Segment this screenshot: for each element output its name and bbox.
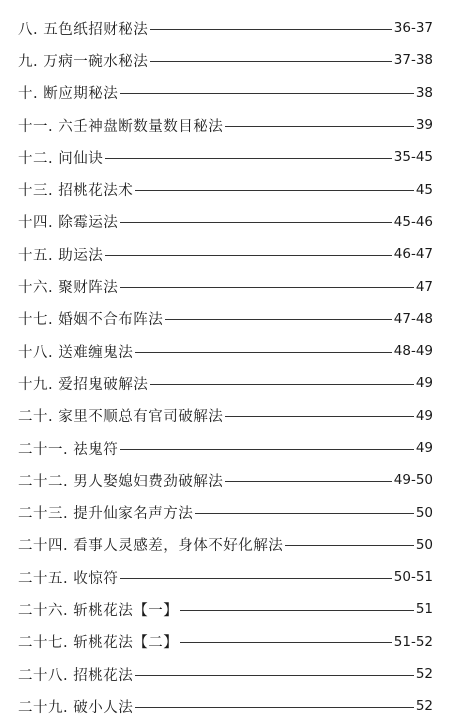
toc-leader-line (195, 513, 414, 514)
toc-entry (18, 367, 433, 399)
toc-leader-line (225, 416, 414, 417)
toc-entry-title: 二十九. 破小人法 (18, 699, 134, 716)
toc-entry-pages: 50 (415, 504, 433, 521)
toc-entry (18, 238, 433, 270)
toc-leader-line (135, 352, 392, 353)
toc-entry (18, 529, 433, 561)
toc-leader-line (285, 545, 414, 546)
toc-entry-pages: 47 (415, 278, 433, 295)
toc-entry (18, 658, 433, 690)
toc-entry-title: 十七. 婚姻不合布阵法 (18, 312, 164, 329)
toc-leader-line (150, 29, 392, 30)
toc-entry-title: 八. 五色纸招财秘法 (18, 21, 149, 38)
toc-entry (18, 626, 433, 658)
toc-entry (18, 109, 433, 141)
toc-entry-title: 二十八. 招桃花法 (18, 667, 134, 684)
toc-entry-pages: 45 (415, 181, 433, 198)
toc-leader-line (135, 707, 414, 708)
toc-entry-pages: 49 (415, 375, 433, 392)
toc-entry-title: 十六. 聚财阵法 (18, 280, 119, 297)
toc-entry-title: 二十三. 提升仙家名声方法 (18, 506, 194, 523)
toc-entry (18, 464, 433, 496)
toc-entry-title: 二十. 家里不顺总有官司破解法 (18, 409, 224, 426)
toc-entry-pages: 50-51 (393, 569, 433, 586)
toc-leader-line (105, 158, 392, 159)
toc-leader-line (120, 222, 392, 223)
toc-entry-pages: 47-48 (393, 310, 433, 327)
toc-entry-pages: 36-37 (393, 20, 433, 37)
toc-leader-line (225, 481, 392, 482)
toc-entry (18, 44, 433, 76)
toc-leader-line (150, 61, 392, 62)
toc-leader-line (165, 319, 392, 320)
toc-entry-title: 十四. 除霉运法 (18, 215, 119, 232)
toc-entry-title: 十九. 爱招鬼破解法 (18, 376, 149, 393)
toc-leader-line (135, 190, 414, 191)
toc-entry-pages: 50 (415, 536, 433, 553)
toc-entry-pages: 52 (415, 698, 433, 715)
toc-entry-title: 二十二. 男人娶媳妇费劲破解法 (18, 473, 224, 490)
toc-entry (18, 593, 433, 625)
toc-entry (18, 173, 433, 205)
toc-entry-title: 二十六. 斩桃花法【一】 (18, 602, 179, 619)
toc-entry-title: 十. 断应期秘法 (18, 86, 119, 103)
toc-entry (18, 561, 433, 593)
toc-entry (18, 206, 433, 238)
toc-entry-title: 二十七. 斩桃花法【二】 (18, 635, 179, 652)
toc-entry (18, 141, 433, 173)
toc-entry-pages: 45-46 (393, 213, 433, 230)
toc-leader-line (180, 642, 392, 643)
toc-leader-line (120, 287, 414, 288)
toc-leader-line (135, 675, 414, 676)
toc-leader-line (150, 384, 414, 385)
toc-entry (18, 432, 433, 464)
toc-entry-pages: 49 (415, 440, 433, 456)
toc-leader-line (105, 255, 392, 256)
toc-leader-line (120, 578, 392, 579)
toc-entry (18, 303, 433, 335)
toc-leader-line (180, 610, 414, 611)
toc-leader-line (120, 449, 414, 450)
toc-entry-pages: 52 (415, 666, 433, 683)
toc-entry (18, 496, 433, 528)
toc-entry (18, 270, 433, 302)
toc-entry-pages: 51 (415, 601, 433, 618)
toc-entry-title: 十二. 问仙诀 (18, 150, 104, 167)
toc-entry (18, 400, 433, 432)
toc-entry-pages: 39 (415, 117, 433, 134)
toc-entry-title: 二十一. 祛鬼符 (18, 441, 119, 458)
toc-entry-pages: 48-49 (393, 343, 433, 360)
toc-entry-pages: 37-38 (393, 52, 433, 69)
toc-entry-title: 二十五. 收惊符 (18, 570, 119, 587)
toc-entry-title: 二十四. 看事人灵感差，身体不好化解法 (18, 538, 284, 555)
toc-entry-pages: 51-52 (393, 633, 433, 650)
toc-entry (18, 12, 433, 44)
toc-entry-title: 十五. 助运法 (18, 247, 104, 264)
toc-entry (18, 77, 433, 109)
toc-entry-title: 九. 万病一碗水秘法 (18, 53, 149, 70)
toc-entry-title: 十八. 送难缠鬼法 (18, 344, 134, 361)
toc-entry-pages: 49-50 (393, 472, 433, 489)
toc-entry-pages: 35-45 (393, 149, 433, 166)
toc-entry-title: 十三. 招桃花法术 (18, 183, 134, 200)
toc-entry-title: 十一. 六壬神盘断数量数目秘法 (18, 118, 224, 135)
toc-leader-line (225, 126, 414, 127)
toc-entry (18, 690, 433, 722)
toc-leader-line (120, 93, 414, 94)
table-of-contents (18, 12, 433, 723)
toc-entry-pages: 46-47 (393, 246, 433, 263)
toc-entry (18, 335, 433, 367)
toc-entry-pages: 49 (415, 407, 433, 424)
toc-entry-pages: 38 (415, 84, 433, 101)
